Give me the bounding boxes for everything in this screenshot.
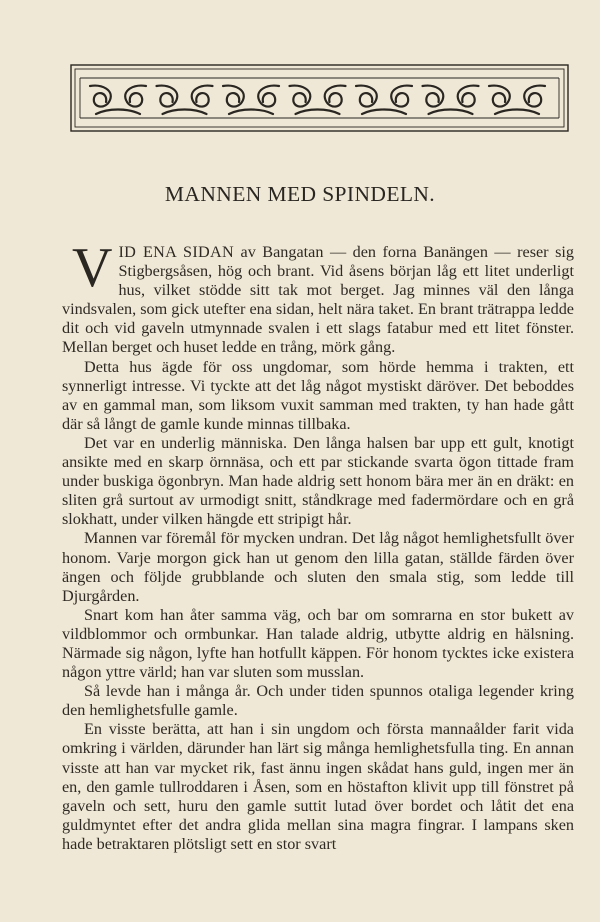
leaf-motif-icon: [157, 86, 213, 114]
drop-cap: V: [72, 237, 113, 299]
leaf-motif-icon: [489, 86, 545, 114]
lead-words: ID ENA SIDAN: [118, 243, 234, 261]
first-paragraph-text: av Bangatan — den forna Banängen — reser sig Stigbergsåsen, hög och brant. Vid åsens början låg ett litet underligt hus, vilket stödde sitt tak mot berget. Jag minnes väl den långa vindsvalen, som gick utefter ena sidan, helt nära taket. En brant trätrappa ledde dit och vid gaveln utmynnade svalen i ett slags fatabur med ett litet fönster. Mellan berget och huset ledde en trång, mörk gång.: [62, 243, 574, 357]
paragraph: Så levde han i många år. Och under tiden spunnos otaliga legender kring den hemlighetsfulle gamle.: [62, 682, 574, 720]
leaf-motif-icon: [223, 86, 279, 114]
paragraph: Detta hus ägde för oss ungdomar, som hörde hemma i trakten, ett synnerligt intresse. Vi tyckte att det låg något mystiskt däröver. Det beboddes av en gammal man, som liksom vuxit samman med trakten, ty han hade gått där så långt de gamle kunde minnas tillbaka.: [62, 357, 574, 433]
leaf-motif-icon: [423, 86, 479, 114]
decorative-border-ornament: [70, 64, 569, 132]
paragraph: Snart kom han åter samma väg, och bar om somrarna en stor bukett av vildblommor och ormbunkar. Han talade aldrig, utbytte aldrig en hälsning. Närmade sig någon, lyfte han hotfullt käppen. För honom tycktes icke existera någon yttre värld; han var sluten som musslan.: [62, 605, 574, 682]
chapter-title: MANNEN MED SPINDELN.: [164, 182, 436, 206]
leaf-motif-icon: [356, 86, 412, 114]
paragraph: Det var en underlig människa. Den långa halsen bar upp ett gult, knotigt ansikte med en skarp örnnäsa, och ett par stickande svarta ögon tittade fram under buskiga ögonbryn. Man hade aldrig sett honom bära mer än en dräkt: en sliten grå surtout av urmodigt snitt, ståndkrage med fadermördare och en grå slokhatt, under vilken hängde ett stripigt hår.: [62, 433, 574, 529]
body-text: [62, 237, 574, 854]
first-paragraph: [62, 237, 574, 358]
paragraph: Mannen var föremål för mycken undran. Det låg något hemlighetsfullt över honom. Varje morgon gick han ut genom den lilla gatan, ställde färden över ängen och följde grubblande och sluten den smala stig, som ledde till Djurgården.: [62, 529, 574, 605]
paragraph: En visste berätta, att han i sin ungdom och första mannaålder farit vida omkring i världen, därunder han lärt sig många hemlighetsfulla ting. En annan visste att han var mycket rik, fast ännu ingen skådat hans guld, ingen mer än en, den gamle tullroddaren i Åsen, som en höstafton klivit upp till fönstret på gaveln och sett, huru den gamle suttit lutad över bordet och låtit det ena guldmyntet efter det andra glida mellan sina magra fingrar. I lampans sken hade betraktaren plötsligt sett en stor svart: [62, 720, 574, 853]
leaf-motif-icon: [290, 86, 346, 114]
leaf-motif-icon: [90, 86, 146, 114]
